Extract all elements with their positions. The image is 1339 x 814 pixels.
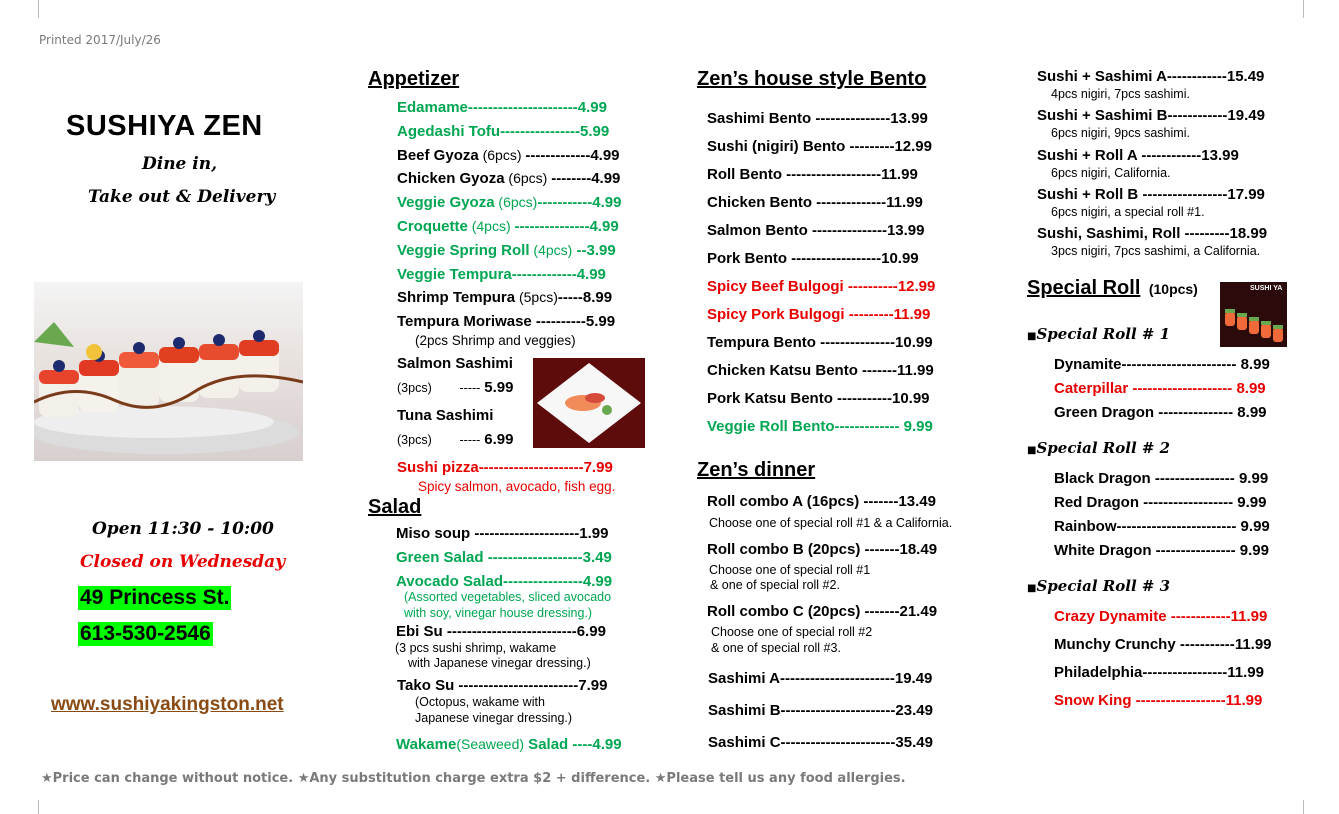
bento-item-row — [707, 362, 934, 379]
appetizer-item-row — [397, 194, 622, 211]
special-roll-item-dashes: ------------------------ — [1116, 518, 1237, 535]
appetizer-item-price: 4.99 — [592, 194, 622, 212]
appetizer-item-row — [397, 242, 616, 259]
sushi-combo-price: 19.49 — [1227, 107, 1265, 125]
bento-item-price: 11.99 — [893, 306, 931, 323]
appetizer-item-dashes: -- — [572, 241, 587, 259]
page-corner-tl — [38, 0, 39, 18]
sushi-combo-price: 18.99 — [1229, 225, 1268, 243]
special-roll-pcs: (10pcs) — [1148, 281, 1198, 297]
salad-heading: Salad — [368, 496, 422, 518]
special-roll-item-price: 9.99 — [1233, 494, 1267, 511]
special-roll-item-name: Rainbow — [1054, 518, 1117, 535]
salad-item-row — [396, 549, 612, 566]
bento-item-name: Salmon Bento — [707, 222, 808, 239]
tuna-sashimi-dash: ----- — [459, 433, 481, 447]
salad-item-price: 1.99 — [579, 525, 609, 542]
special-roll-item-dashes: ----------- — [1175, 636, 1235, 653]
appetizer-item-row — [397, 147, 620, 164]
special-roll-item-row — [1054, 404, 1267, 421]
appetizer-item-dashes: -------- — [551, 170, 592, 188]
special-roll-item-price: 11.99 — [1230, 608, 1268, 625]
sashimi-b-dashes: ----------------------- — [780, 702, 896, 719]
roll-combo-a-dashes: ------- — [859, 493, 899, 510]
salad-item-name: Miso soup — [396, 525, 471, 542]
sushi-pizza-name: Sushi pizza — [397, 459, 479, 476]
roll-combo-b-name: Roll combo B (20pcs) — [707, 541, 861, 558]
special-roll-item-row — [1054, 494, 1266, 511]
footer-notice: ★Price can change without notice. ★Any substitution charge extra $2 + difference. ★Please tell us any food allergies. — [41, 771, 906, 786]
bento-item-price: 10.99 — [895, 334, 933, 351]
roll-combo-a-note: Choose one of special roll #1 & a California. — [709, 516, 953, 530]
sushi-combo-note: 4pcs nigiri, 7pcs sashimi. — [1051, 87, 1190, 101]
bento-item-dashes: ------------------ — [787, 250, 882, 267]
sashimi-a-name: Sashimi A — [708, 670, 780, 687]
roll-combo-b-price: 18.49 — [899, 541, 938, 558]
tempura-note: (2pcs Shrimp and veggies) — [415, 333, 576, 348]
bento-item-row — [707, 390, 930, 407]
appetizer-item-name: Chicken Gyoza — [397, 170, 505, 188]
dinner-heading: Zen’s dinner — [697, 459, 816, 481]
sashimi-a-dashes: ----------------------- — [779, 670, 895, 687]
tako-su-dashes: ------------------------ — [454, 677, 579, 694]
salad-item-name: Avocado Salad — [396, 572, 503, 590]
special-roll-item-price: 8.99 — [1233, 404, 1267, 421]
restaurant-name: SUSHIYA ZEN — [66, 110, 263, 142]
special-roll-heading: Special Roll — [1027, 277, 1141, 299]
sushi-combo-row — [1037, 147, 1239, 164]
special-roll-item-dashes: ---------------- — [1150, 470, 1235, 487]
special-roll-1-label: Special Roll # 1 — [1036, 325, 1171, 343]
avocado-note-2: with soy, vinegar house dressing.) — [404, 606, 593, 620]
bento-item-row — [707, 194, 923, 211]
appetizer-item-portion: (5pcs) — [515, 289, 558, 306]
roll-combo-b-dashes: ------- — [860, 541, 900, 558]
bento-item-row — [707, 306, 930, 323]
sashimi-a-price: 19.49 — [894, 670, 933, 687]
special-roll-item-dashes: ------------ — [1166, 608, 1231, 625]
roll-combo-c-note-1: Choose one of special roll #2 — [711, 625, 873, 639]
special-roll-item-name: Snow King — [1054, 692, 1132, 709]
bento-item-price: 11.99 — [881, 166, 918, 183]
sushi-combo-name: Sushi + Sashimi B — [1037, 107, 1168, 125]
salad-item-row — [396, 525, 608, 542]
sashimi-c-dashes: ----------------------- — [780, 734, 896, 751]
tuna-sashimi-pcs: (3pcs) — [397, 433, 432, 447]
appetizer-item-name: Agedashi Tofu — [397, 122, 501, 140]
tako-su-price: 7.99 — [578, 677, 608, 694]
bento-item-name: Sushi (nigiri) Bento — [707, 138, 846, 155]
tagline-takeout: Take out & Delivery — [88, 187, 276, 207]
sushi-pizza-note: Spicy salmon, avocado, fish egg. — [418, 479, 616, 494]
appetizer-item-row — [397, 218, 619, 235]
special-roll-item-row — [1054, 636, 1272, 653]
sushi-combo-dashes: ------------ — [1166, 68, 1227, 85]
wakame-price: 4.99 — [592, 736, 622, 753]
tuna-sashimi-name: Tuna Sashimi — [397, 407, 494, 424]
bento-item-dashes: ------------- — [834, 418, 900, 435]
special-roll-item-price: 9.99 — [1236, 518, 1270, 535]
special-roll-item-row — [1054, 664, 1264, 681]
bento-item-dashes: ------- — [857, 362, 897, 379]
page-corner-br — [1303, 800, 1304, 814]
special-roll-item-row — [1054, 470, 1268, 487]
sushi-combo-row — [1037, 186, 1265, 203]
special-roll-item-name: Caterpillar — [1054, 380, 1129, 397]
bento-item-dashes: --------------- — [807, 222, 887, 239]
special-roll-item-name: Green Dragon — [1054, 404, 1155, 421]
appetizer-item-dashes: ------------- — [511, 265, 577, 283]
ebi-su-dashes: -------------------------- — [442, 623, 577, 640]
special-roll-item-row — [1054, 380, 1266, 397]
salmon-sashimi-price: 5.99 — [484, 379, 514, 396]
roll-combo-c-note-2: & one of special roll #3. — [711, 641, 841, 655]
tuna-sashimi-row — [397, 431, 513, 448]
salmon-sashimi-dash: ----- — [459, 381, 481, 395]
ebi-su-name: Ebi Su — [396, 623, 443, 640]
salad-item-dashes: --------------------- — [470, 525, 580, 542]
appetizer-item-price: 3.99 — [586, 241, 616, 259]
sushi-combo-note: 6pcs nigiri, 9pcs sashimi. — [1051, 126, 1190, 141]
sashimi-b-price: 23.49 — [895, 702, 933, 719]
roll-combo-c-price: 21.49 — [899, 603, 938, 620]
bento-item-dashes: --------- — [844, 306, 894, 323]
appetizer-item-name: Beef Gyoza — [397, 146, 479, 164]
sashimi-c-row — [708, 734, 933, 751]
page-corner-tr — [1303, 0, 1304, 18]
wakame-salad-row — [396, 736, 622, 753]
bento-item-name: Sashimi Bento — [707, 110, 812, 127]
bento-item-dashes: ----------- — [832, 390, 892, 407]
wakame-word: Salad — [524, 736, 569, 753]
appetizer-item-price: 4.99 — [589, 218, 619, 235]
appetizer-item-dashes: ---------------------- — [467, 99, 578, 116]
appetizer-item-dashes: ----- — [557, 289, 583, 307]
special-roll-item-dashes: ------------------ — [1131, 692, 1226, 709]
sushi-combo-row — [1037, 68, 1264, 85]
salad-item-price: 4.99 — [582, 572, 613, 590]
special-roll-3-heading — [1027, 577, 1170, 595]
special-roll-item-price: 9.99 — [1234, 470, 1269, 487]
tako-su-row — [397, 677, 608, 694]
special-roll-item-dashes: --------------- — [1154, 404, 1234, 421]
special-roll-item-name: Crazy Dynamite — [1054, 608, 1167, 625]
special-roll-item-price: 11.99 — [1227, 664, 1264, 681]
sushi-pizza-dashes: --------------------- — [478, 459, 584, 476]
phone-number: 613-530-2546 — [80, 622, 211, 645]
bullet-icon: ■ — [1027, 583, 1037, 594]
printed-date: Printed 2017/July/26 — [39, 33, 161, 47]
bento-item-name: Pork Katsu Bento — [707, 390, 833, 407]
sushi-combo-price: 13.99 — [1201, 146, 1239, 164]
bento-item-price: 13.99 — [890, 110, 928, 127]
special-roll-item-dashes: ---------------- — [1151, 542, 1236, 559]
special-roll-1-heading — [1027, 325, 1170, 343]
sushi-rolls-photo — [34, 282, 303, 461]
special-roll-item-name: White Dragon — [1054, 542, 1152, 559]
special-roll-item-dashes: ----------------- — [1142, 664, 1228, 681]
bento-item-name: Pork Bento — [707, 250, 788, 267]
roll-combo-a-name: Roll combo A (16pcs) — [707, 493, 860, 510]
sushi-combo-note: 3pcs nigiri, 7pcs sashimi, a California. — [1051, 244, 1261, 259]
sushi-combo-row — [1037, 107, 1265, 124]
appetizer-item-name: Veggie Tempura — [397, 265, 512, 283]
sashimi-a-row — [708, 670, 932, 687]
appetizer-item-dashes: ------------- — [525, 146, 591, 164]
roll-combo-c-dashes: ------- — [860, 603, 900, 620]
bento-item-name: Chicken Katsu Bento — [707, 362, 858, 379]
appetizer-item-portion: (6pcs) — [504, 170, 552, 187]
tagline-dine-in: Dine in, — [142, 154, 218, 174]
special-roll-item-row — [1054, 542, 1269, 559]
bento-item-row — [707, 250, 919, 267]
sashimi-b-name: Sashimi B — [708, 702, 781, 719]
special-roll-item-name: Munchy Crunchy — [1054, 636, 1176, 653]
ebi-su-price: 6.99 — [576, 623, 606, 640]
wakame-extra: (Seaweed) — [456, 736, 525, 752]
special-photo-logo: SUSHI YA — [1250, 285, 1283, 292]
sushi-combo-name: Sushi + Sashimi A — [1037, 68, 1167, 85]
sashimi-b-row — [708, 702, 933, 719]
appetizer-item-price: 4.99 — [577, 99, 607, 116]
tako-su-note-2: Japanese vinegar dressing.) — [415, 711, 573, 725]
appetizer-item-dashes: --------------- — [514, 218, 590, 235]
bento-item-price: 13.99 — [886, 222, 925, 239]
special-roll-item-price: 8.99 — [1232, 380, 1266, 397]
bento-item-price: 9.99 — [899, 418, 933, 435]
bento-item-row — [707, 110, 928, 127]
sushi-combo-name: Sushi + Roll B — [1037, 185, 1139, 203]
bento-item-dashes: -------------- — [812, 194, 887, 211]
bento-item-dashes: --------------- — [811, 110, 891, 127]
sashimi-c-name: Sashimi C — [708, 734, 781, 751]
appetizer-item-row — [397, 289, 612, 306]
page-corner-bl — [38, 800, 39, 814]
bento-item-name: Roll Bento — [707, 166, 782, 183]
bento-item-dashes: ---------- — [843, 278, 898, 295]
bento-item-dashes: --------------- — [815, 334, 896, 351]
appetizer-item-price: 5.99 — [579, 122, 610, 140]
roll-combo-b-note-1: Choose one of special roll #1 — [709, 563, 871, 577]
sushi-combo-dashes: ----------------- — [1138, 185, 1228, 203]
special-roll-item-dashes: ----------------------- — [1121, 356, 1237, 373]
appetizer-item-name: Veggie Gyoza — [397, 194, 495, 212]
sushi-combo-price: 17.99 — [1227, 185, 1265, 203]
special-roll-2-label: Special Roll # 2 — [1036, 439, 1171, 457]
tako-su-name: Tako Su — [397, 677, 455, 694]
wakame-dashes: ---- — [568, 736, 593, 753]
appetizer-item-dashes: ----------- — [537, 194, 593, 212]
bento-item-row — [707, 418, 933, 435]
bento-item-dashes: ------------------- — [782, 166, 882, 183]
tuna-sashimi-price: 6.99 — [484, 431, 514, 448]
salad-item-price: 3.49 — [582, 548, 612, 566]
appetizer-item-portion: (6pcs) — [494, 194, 538, 211]
salmon-sashimi-pcs: (3pcs) — [397, 381, 432, 395]
sashimi-plate-photo — [533, 358, 645, 448]
bento-item-price: 10.99 — [891, 390, 930, 407]
bento-item-price: 11.99 — [886, 194, 923, 211]
appetizer-item-dashes: ---------------- — [500, 122, 580, 140]
roll-combo-b-note-2: & one of special roll #2. — [710, 578, 840, 592]
salad-item-dashes: ---------------- — [502, 572, 583, 590]
bento-item-name: Tempura Bento — [707, 334, 816, 351]
appetizer-item-row — [397, 266, 606, 283]
closed-day: Closed on Wednesday — [80, 552, 286, 572]
bento-item-name: Chicken Bento — [707, 194, 813, 211]
appetizer-item-name: Edamame — [397, 99, 468, 116]
appetizer-item-name: Veggie Spring Roll — [397, 241, 530, 259]
bento-item-row — [707, 334, 933, 351]
special-roll-item-price: 11.99 — [1234, 636, 1272, 653]
sushi-combo-row — [1037, 225, 1267, 242]
appetizer-item-price: 4.99 — [590, 146, 620, 164]
bento-item-name: Spicy Beef Bulgogi — [707, 278, 844, 295]
sushi-combo-dashes: ------------ — [1167, 107, 1228, 125]
appetizer-item-dashes: ---------- — [531, 313, 586, 331]
special-roll-item-price: 8.99 — [1236, 356, 1270, 373]
special-roll-item-row — [1054, 608, 1267, 625]
appetizer-item-name: Shrimp Tempura — [397, 289, 516, 307]
address: 49 Princess St. — [80, 586, 230, 609]
tako-su-note-1: (Octopus, wakame with — [415, 695, 545, 709]
appetizer-item-portion: (4pcs) — [467, 218, 515, 234]
salad-item-name: Green Salad — [396, 548, 484, 566]
roll-combo-a-price: 13.49 — [898, 493, 936, 510]
bento-item-price: 10.99 — [881, 250, 919, 267]
appetizer-item-price: 8.99 — [582, 289, 613, 307]
bento-heading: Zen’s house style Bento — [697, 68, 927, 90]
special-roll-item-row — [1054, 356, 1270, 373]
special-roll-photo — [1220, 282, 1287, 347]
roll-combo-b-row — [707, 541, 937, 558]
bullet-icon: ■ — [1027, 445, 1037, 456]
appetizer-item-row — [397, 123, 609, 140]
appetizer-item-name: Tempura Moriwase — [397, 313, 532, 331]
website-link[interactable]: www.sushiyakingston.net — [51, 694, 284, 715]
special-roll-item-row — [1054, 518, 1270, 535]
salmon-sashimi-name: Salmon Sashimi — [397, 355, 513, 372]
salad-item-row — [396, 573, 612, 590]
salmon-sashimi-row — [397, 379, 513, 396]
appetizer-item-price: 4.99 — [576, 265, 606, 283]
bento-item-name: Veggie Roll Bento — [707, 418, 835, 435]
sushi-combo-note: 6pcs nigiri, California. — [1051, 165, 1171, 180]
wakame-name: Wakame — [396, 736, 457, 753]
special-roll-3-label: Special Roll # 3 — [1036, 577, 1171, 595]
sushi-pizza-row — [397, 459, 613, 476]
special-roll-item-name: Philadelphia — [1054, 664, 1143, 681]
bento-item-price: 12.99 — [894, 138, 932, 155]
salad-item-dashes: ------------------- — [483, 548, 583, 566]
sushi-combo-name: Sushi + Roll A — [1037, 146, 1138, 164]
bento-item-row — [707, 166, 918, 183]
opening-hours: Open 11:30 - 10:00 — [92, 519, 274, 539]
sushi-combo-dashes: ------------ — [1137, 146, 1202, 164]
sushi-pizza-price: 7.99 — [583, 459, 613, 476]
bento-item-row — [707, 278, 935, 295]
bento-item-row — [707, 222, 925, 239]
roll-combo-a-row — [707, 493, 936, 510]
bullet-icon: ■ — [1027, 331, 1037, 342]
appetizer-item-row — [397, 99, 607, 116]
special-roll-item-dashes: -------------------- — [1128, 380, 1233, 397]
special-roll-item-row — [1054, 692, 1262, 709]
ebi-su-note-1: (3 pcs sushi shrimp, wakame — [395, 641, 557, 655]
sushi-combo-note: 6pcs nigiri, a special roll #1. — [1051, 204, 1205, 219]
ebi-su-note-2: with Japanese vinegar dressing.) — [408, 656, 591, 670]
roll-combo-c-name: Roll combo C (20pcs) — [707, 603, 861, 620]
special-roll-item-price: 9.99 — [1235, 542, 1269, 559]
special-roll-item-name: Dynamite — [1054, 356, 1122, 373]
appetizer-item-price: 4.99 — [591, 170, 621, 188]
appetizer-item-row — [397, 170, 620, 187]
sashimi-c-price: 35.49 — [895, 734, 933, 751]
special-roll-heading-row — [1027, 277, 1198, 300]
roll-combo-c-row — [707, 603, 937, 620]
appetizer-heading: Appetizer — [368, 68, 460, 90]
special-roll-item-name: Black Dragon — [1054, 470, 1151, 487]
bento-item-dashes: --------- — [845, 138, 895, 155]
appetizer-item-portion: (6pcs) — [478, 146, 526, 163]
sushi-combo-price: 15.49 — [1226, 68, 1265, 85]
appetizer-item-price: 5.99 — [585, 313, 616, 331]
bento-item-price: 12.99 — [897, 278, 936, 295]
bento-item-name: Spicy Pork Bulgogi — [707, 306, 845, 323]
special-roll-item-name: Red Dragon — [1054, 494, 1140, 511]
bento-item-row — [707, 138, 932, 155]
sushi-combo-dashes: --------- — [1180, 225, 1230, 243]
appetizer-item-row — [397, 313, 615, 330]
special-roll-item-price: 11.99 — [1225, 692, 1263, 709]
appetizer-item-portion: (4pcs) — [529, 241, 573, 258]
appetizer-item-name: Croquette — [397, 218, 468, 235]
bento-item-price: 11.99 — [897, 362, 934, 379]
special-roll-item-dashes: ------------------ — [1139, 494, 1234, 511]
avocado-note-1: (Assorted vegetables, sliced avocado — [404, 590, 612, 604]
ebi-su-row — [396, 623, 606, 640]
sushi-combo-name: Sushi, Sashimi, Roll — [1037, 225, 1181, 243]
special-roll-2-heading — [1027, 439, 1170, 457]
